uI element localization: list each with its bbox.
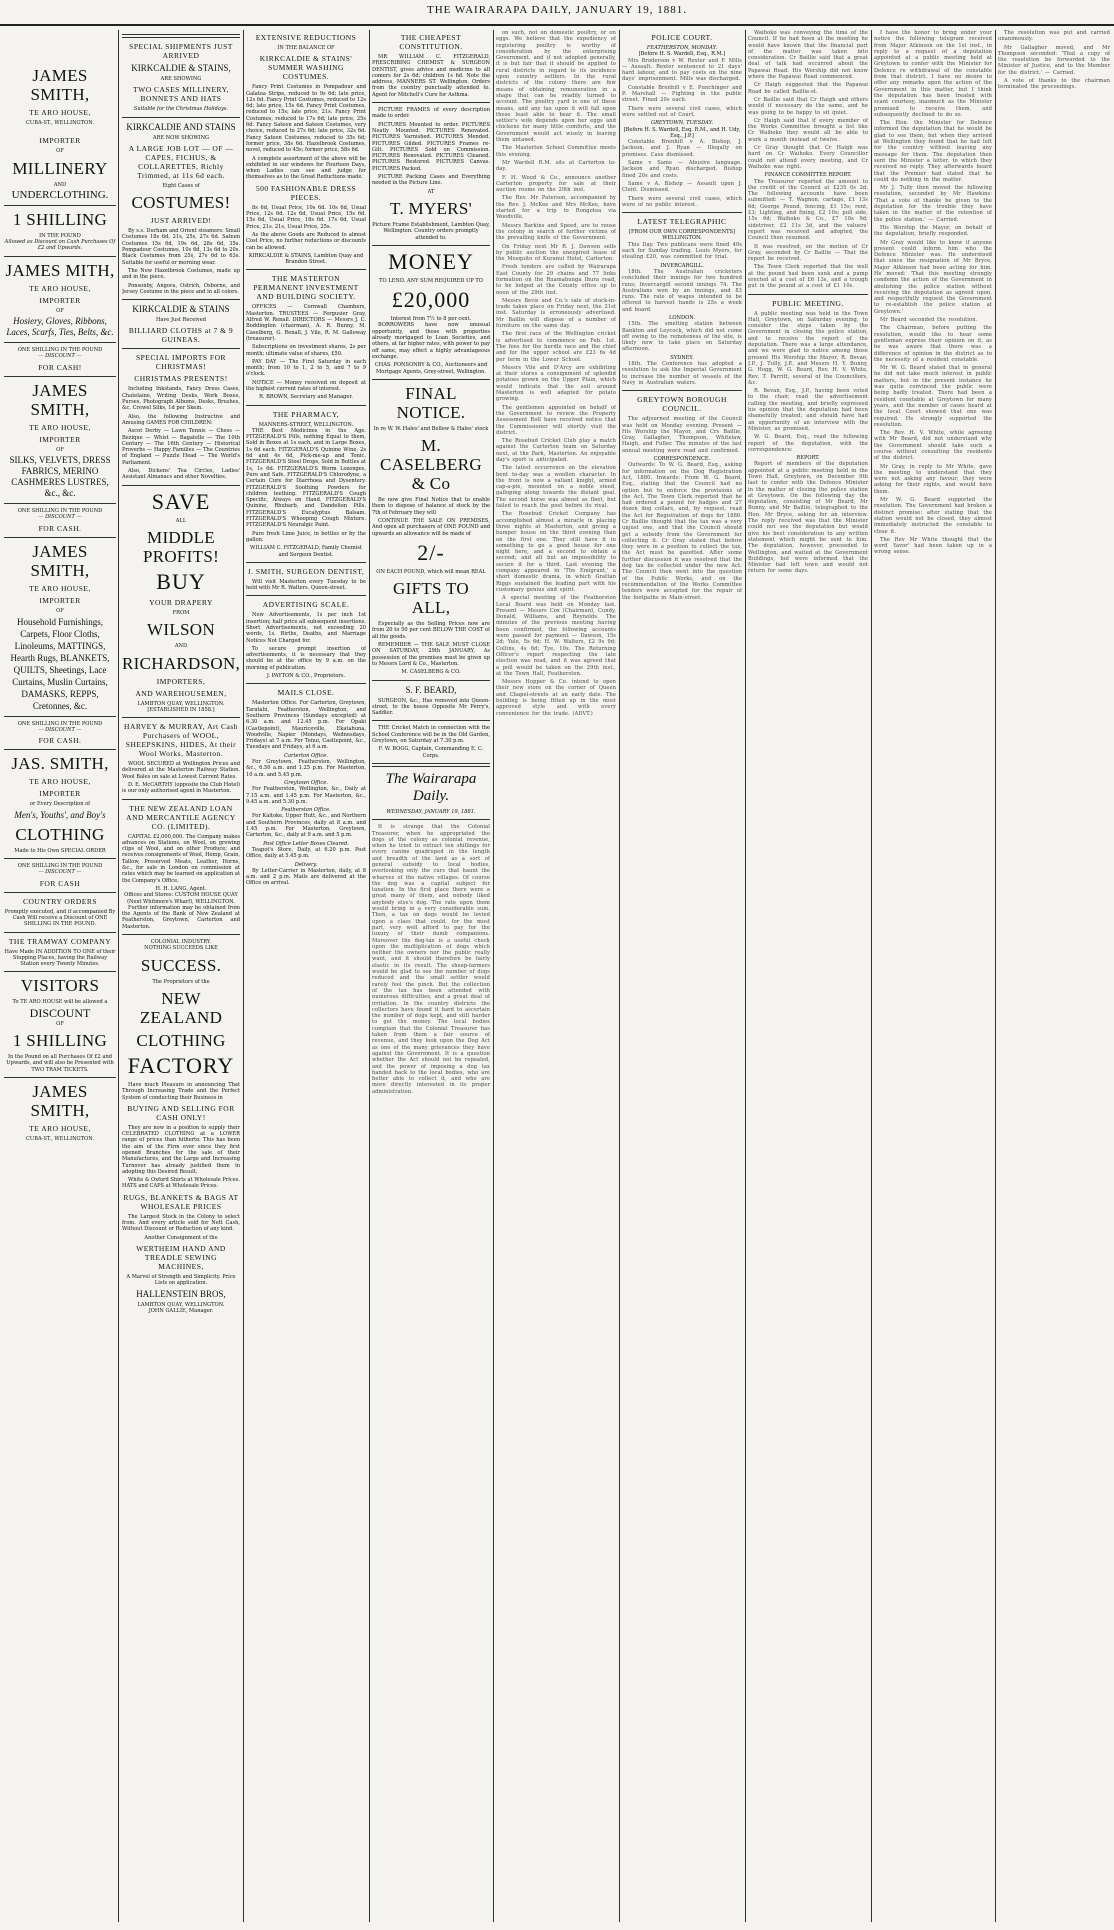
ad-discount-line: ONE SHILLING IN THE POUND: [17, 347, 103, 354]
ad-heading: HARVEY & MURRAY, Art Cash Purchasers of WOOL, SHEEPSKINS, HIDES, At their Wool Works, Masterton.: [124, 722, 238, 759]
news-paragraph: The Town Clerk reported that the well at the pound had been sunk and a pump erected at a cost of £6 13s, and a trough put in the pound at a cost of £1 10s.: [748, 264, 868, 290]
ad-heading: ADVERTISING SCALE.: [262, 600, 350, 610]
editorial-masthead: The Wairarapa Daily.: [385, 770, 477, 804]
editorial-date: WEDNESDAY, JANUARY 19, 1881.: [386, 808, 476, 815]
ad-text: F. W. BOGG, Captain, Commanding E. C. Corps.: [378, 746, 484, 759]
ad-costumes: COSTUMES!: [131, 193, 231, 213]
ad-clothing: CLOTHING: [15, 824, 105, 844]
ad-text: ON EACH POUND, which will mean REAL: [376, 568, 486, 575]
ad-heading: KIRKCALDIE & STAINS,: [131, 63, 231, 73]
news-paragraph: There were several civil cases, which were settled out of Court.: [622, 105, 742, 118]
ad-text: J. PAYTON & CO., Proprietors.: [266, 673, 346, 680]
column-rule: [118, 30, 119, 1922]
news-paragraph: Messrs Barkins and Speed, are to rouse the colony in search of further victims of the prevailing knife of the Government.: [496, 222, 616, 242]
ad-caselberg: M. CASELBERG & Co: [380, 436, 482, 494]
ad-factory: FACTORY: [127, 1052, 235, 1078]
ad-text: Also, the following Instructive and Amusing GAMES FOR CHILDREN:: [122, 413, 240, 426]
ad-text: Especially as the Selling Prices now are from 20 to 50 per cent BELOW THE COST of all the goods.: [372, 621, 490, 640]
news-paragraph: Fresh tenders are called by Wairarapa East County for 29 chains and 77 links formation on the Ruamahunga Ihura road, to be lodged at the County office up to noon of the 29th inst.: [496, 264, 616, 296]
section-heading: PUBLIC MEETING.: [772, 298, 844, 308]
ad-discount: — DISCOUNT —: [38, 514, 82, 521]
ad-text: Offices and Stores: CUSTOM HOUSE QUAY (Next Whitmore's Wharf), WELLINGTON.: [124, 892, 238, 905]
ad-james-smith-name: JAMES SMITH,: [30, 380, 90, 419]
news-paragraph: Mr W. G. Beard stated that in general he did not take much interest in public matters, but in the present instance he was quite convinced the public were being badly treated. There had been a resident constable at Greytown for many years, and the number of cases heard at the local Court showed that one was required. He strongly supported the resolution.: [874, 365, 992, 428]
ad-heading: HALLENSTEIN BROS,: [136, 1288, 226, 1299]
news-paragraph: The Hon. the Minister for Defence informed the deputation that he would be glad to see them, but when they arrived at Wellington they found that he had left for the country without leaving any message for them. The deputation then sent the Minister a letter, to which they received no reply. They afterwards heard that the Premier had stated that he could do nothing in the matter.: [874, 120, 992, 183]
ad-of: OF: [56, 307, 64, 314]
news-paragraph: A special meeting of the Featherston Local Board was held on Monday last. Present — Messrs Cox (Chairman), Cundy, Donald, Williams, and Reynolds. The minutes of the previous meeting having been confirmed, the following accounts were passed for payment — Dawson, 15s 2d; Yule, 5s 6d; H. W. Walters, £2 9s 9d; Collins, 4s 6d; Tye, 10s. The Returning Officer's report respecting the late election was read, and it was agreed that a poll would be taken on the 29th inst., at the Town Hall, Featherston.: [496, 595, 616, 677]
ad-save: SAVE: [151, 488, 211, 514]
section-heading: GREYTOWN BOROUGH COUNCIL.: [637, 395, 727, 414]
ad-goods: Hosiery, Gloves, Ribbons, Laces, Scarfs, Ties, Belts, &c.: [6, 316, 114, 338]
ad-text: CONTINUE THE SALE ON PREMISES, And open all purchasers of ONE POUND and upwards an allowance will be made of: [372, 517, 490, 537]
news-paragraph: Mr Gray, in reply to Mr White, gave the meeting to understand that they were not asking any favour; they were asking for their rights, and would have them.: [874, 463, 992, 495]
ad-2s: 2/-: [417, 539, 445, 565]
ad-text: THE Best Medicines in the Age. FITZGERALD'S Pills, nothing Equal to them, Sold in Boxes at 1s each, and in Large Boxes, 1s 6d each. FITZGERALD'S Quinine Wine, 2s 6d and 4s 6d, Pick-me-up and Tonic. FITZGERALD'S Steel Drops, Sold in Bottles at 1s, 1s 6d. FITZGERALD'S Worm Lozenges, Pure and Safe. FITZGERALD'S Chlorodyne, a Certain Cure for Diarrhoea and Dysentery. FITZGERALD'S Soothing Powders for children teething. FITZGERALD'S Cough Specific, Always on Hand. FITZGERALD'S Quinine, Rhubarb, and Dandelion Pills. FITZGERALD'S Eucalyptus Balsam. FITZGERALD'S Whooping Cough Mixture. FITZGERALD'S Neuralgic Paint.: [246, 427, 366, 529]
section-subheading: FINANCE COMMITTEE REPORT.: [764, 172, 852, 179]
ad-your-drapery: YOUR DRAPERY: [149, 597, 213, 607]
news-paragraph: Same v Same — Abusive language. Jackson and Ryan discharged, Bishop fined 20s and costs.: [622, 160, 742, 179]
editorial-body: It is strange that the Colonial Treasurer, when he appropriated the dogs of the colony as colonial revenue, when he tried to extract ten shillings for every canine quadruped in the length and breadth of the land as a sort of general subsidy to local bodies, overlooking only the curs that haunt the wharves of the native villages. Of course the dog was a capital subject for taxation. In the first place there were a great many of them, and nobody liked anybody else's dog. The rate upon them would bring in a very considerable sum. Then, a tax on dogs would be levied upon a class that could, for the most part, very well afford to pay for the luxury of their dumb companions. Moreover the dog-tax is a useful check upon the multiplication of dogs which neither the owners nor the public really want, and it should therefore be fairly elastic in its result. The sheep-farmers would be glad to see the number of dogs reduced and the small settler would rarely feel the pinch. But the collection of the tax has been attended with numerous difficulties, and a great deal of irritation. In the country districts the collectors have found it hard to ascertain the number of dogs kept, and still harder to get the money. The local bodies complain that the Colonial Treasurer has taken from them a fair source of revenue, and they look upon the Dog Act as one of the many grievances they have against the Government. It is a question whether the Act should not be repealed, and the power of imposing a dog tax handed back to the local bodies, who are better able to collect it, and who are more directly interested in its proper administration.: [372, 824, 490, 1095]
ad-text: Eight Cases of: [162, 182, 200, 189]
ad-millinery: MILLINERY: [12, 158, 108, 178]
news-paragraph: Cr Gray thought that Cr Haigh was hard on Cr Waihoko. Every Councillor could not attend every meeting, and Cr Waihoko was right.: [748, 145, 868, 170]
ad-heading: KIRKCALDIE & STAINS' SUMMER WASHING COSTUMES.: [259, 54, 353, 82]
news-paragraph: Outwards: To W. G. Beard, Esq., asking for information on the Dog Registration Act, 1880. Inwards: From W. G. Beard, Esq., stating that the Council had no option but to enforce the provisions of the Act. The Town Clerk reported that he had ordered a pound for badges and 27 dozen dog collars, and, by request, read the Act for Registration of dogs for 1880. Cr Baillie thought that the tax was a very unjust one, and that the Council should get a subsidy from the Government for collecting it. Cr Gray stated that before they were in a position to collect the tax, the Act must be gazetted. After some further discussion it was resolved that the dog tax be collected under the new Act. The Council then went into the question of the Public Works, and on the recommendation of the Works Committee tenders were accepted for the repair of the footpaths in Main-street.: [622, 462, 742, 601]
ad-text: Pure fresh Lime Juice, in bottles or by the gallon.: [246, 530, 366, 543]
ad-text: Another Consignment of the: [144, 1234, 218, 1241]
ad-text: M. CASELBERG & CO.: [401, 669, 461, 676]
ad-james-smith-name: JAMES SMITH,: [30, 66, 90, 104]
news-paragraph: The Rosebud Cricket Club play a match against the Carterton team on Saturday next, at the Park, Masterton. An enjoyable day's sport is anticipated.: [496, 438, 616, 463]
ad-money: MONEY: [388, 248, 474, 274]
news-paragraph: It was resolved, on the motion of Cr Gray, seconded by Cr Baillie — That the report be received.: [748, 243, 868, 263]
ad-text: Including Inkstands, Fancy Dress Cases, Chatelaine, Writing Desks, Work Boxes, Purses, Photograph Albums, Desks, Brushes, &c. Crewel Silks, 1d per Skein.: [122, 386, 240, 412]
news-paragraph: Mrs Broderson v W. Rexter and F. Mills — Assault. Rexter sentenced to 21 days' hard labour, and to pay costs on the nine days' imprisonment. Mills was discharged.: [622, 57, 742, 83]
column-8-news: [874, 30, 992, 1924]
ad-country-orders-text: Promptly executed, and if accompanied By Cash Will receive a Discount of ONE SHILLING IN THE POUND.: [4, 908, 116, 928]
news-paragraph: Messrs Vile and D'Arcy are exhibiting at their stores a consignment of splendid potatoes grown on the Upper Plain, which would indicate that the soil around Masterton is well adapted for potato growing.: [496, 364, 616, 403]
ad-street: CUBA-ST., WELLINGTON.: [26, 1135, 94, 1142]
column-7-news: [748, 30, 868, 1924]
ad-text: Ponsonby, Angora, Ostrich, Osborne, and Jersey Costume in the piece and in all colors.: [122, 282, 240, 295]
ad-discount-big: DISCOUNT: [29, 1005, 91, 1020]
news-paragraph: Constable Brenhill v E. Punchinger and P. Marshall — Fighting in the public street. Fined 20s each.: [622, 84, 742, 104]
ad-discount-line: ONE SHILLING IN THE POUND: [17, 507, 103, 514]
ad-heading: CHRISTMAS PRESENTS!: [134, 374, 228, 384]
section-heading: LATEST TELEGRAPHIC: [637, 217, 727, 227]
news-paragraph: R. Bevan, Esq., J.P., having been voted to the chair, read the advertisement calling the meeting, and briefly expressed his opinion that the deputation had been shamefully treated; and should have had an opportunity of an interview with the Minister, as promised.: [748, 388, 868, 432]
column-2-advertisements: [122, 30, 240, 1924]
section-subheading: WELLINGTON.: [662, 235, 702, 242]
ad-james-smith-name: JAMES MITH,: [5, 260, 115, 280]
news-paragraph: There were several civil cases, which were of no public interest.: [622, 195, 742, 208]
news-paragraph: I have the honor to bring under your notice the following telegram received from Major Atkinson on the 1st inst., in reply to a request of a deputation appointed at a public meeting held at Greytown to confer with the Minister for Defence re withdrawal of the constable from that district. I have no desire to offer any remarks upon the action of the Government in this matter, but I think the deputation has been treated with scant courtesy, inasmuch as the Minister promised to receive them, and subsequently declined to do so.: [874, 30, 992, 118]
ad-text: Also, Dickens' Tea Circles, Ladies' Assistant Almanacs and other Novelties.: [122, 468, 240, 481]
news-paragraph: The Masterton School Committee meets this evening.: [496, 145, 616, 158]
ad-discount-line: ONE SHILLING IN THE POUND: [17, 863, 103, 870]
ad-middle-profits: MIDDLE PROFITS!: [142, 527, 220, 566]
news-paragraph: Mr Gray would like to know if anyone present could inform him who the Defence Minister was. He understood that since the resignation of Mr Bryce, Major Atkinson had been acting for him. He moved: 'That this meeting strongly condemn the action of the Government in abolishing the police station without receiving the deputation as agreed upon, and respectfully request the Government to re-establish the police station at Greytown.': [874, 239, 992, 315]
ad-text: A Marvel of Strength and Simplicity. Price Lists on application.: [126, 1273, 236, 1287]
section-subheading: CORRESPONDENCE.: [653, 456, 711, 463]
ad-address: TE ARO HOUSE,: [29, 108, 91, 117]
ad-text: Teapot's Store, Daily, at 6.20 p.m. Post Office, daily at 5.45 p.m.: [246, 846, 366, 860]
section-heading: POLICE COURT.: [651, 33, 713, 42]
news-paragraph: Cr Haigh suggested that the Papawai Road be called Baillie-st.: [748, 82, 868, 95]
news-paragraph: Mr Beard seconded the resolution.: [880, 317, 978, 324]
ad-text: Be now give Final Notice that to enable them to dispose of balance of stock by the 7th of February they will: [372, 497, 490, 516]
ad-made: Made to His Own SPECIAL ORDER: [14, 847, 106, 854]
news-paragraph: [Before H. S. Wardell, Esq., R.M.]: [638, 51, 726, 58]
news-paragraph: The latest occurrence on the elevation bent to-day was a woollen character. In the front is now a valiant knight, armed cap-a-pie, mounted on a noble steed, galloping along towards the distant goal. The second horse was almost as fleet, but failed to reach the post before its rival.: [496, 465, 616, 510]
column-1-advertisements: [4, 30, 116, 1924]
ad-heading: SPECIAL SHIPMENTS JUST ARRIVED: [129, 42, 233, 60]
ad-text: WILLIAM C. FITZGERALD, Family Chemist and Surgeon Dentist.: [250, 545, 362, 558]
ad-heading: THE MASTERTON PERMANENT INVESTMENT AND BUILDING SOCIETY.: [253, 274, 359, 302]
ad-text: REMEMBER — THE SALE MUST CLOSE ON SATURDAY, 29th JANUARY, As possession of the premises must be given up to Messrs Lord & Co., Masterton.: [372, 642, 490, 667]
masthead-title: THE WAIRARAPA DAILY, JANUARY 19, 1881.: [427, 4, 687, 16]
ad-importer: IMPORTER: [39, 136, 81, 146]
ad-text: By Letter-Carrier in Masterton, daily, at 8 a.m. and 2 p.m. Mails are delivered at the Office on arrival.: [246, 867, 366, 887]
news-paragraph: His Worship the Mayor, on behalf of the deputation, briefly responded.: [874, 224, 992, 238]
news-paragraph: The Rosebud Cricket Company has accomplished almost a miracle in placing three nights at Masterton, and giving a bumper house on the third evening than on the first one. They still have it in something to go a good house for one night here, and a second to obtain a second; and all but an impossibility to secure it for a third. Last evening the company appeared in 'The Emigrant,' a short domestic drama, in which Grattan Riggs sustained the leading part with his customary genius and spirit.: [496, 511, 616, 593]
ad-address: TE ARO HOUSE,: [29, 777, 91, 787]
ad-heading: J. SMITH, SURGEON DENTIST,: [247, 566, 365, 576]
news-paragraph: Mr Wardell R.M. sits at Carterton to-day.: [496, 159, 616, 173]
news-paragraph: Mr W. G. Beard supported the resolution. The Government had broken a distinct promise: after stating that the station would not be closed, they almost immediately instructed the constable to close it.: [874, 497, 992, 535]
column-rule: [369, 30, 370, 1922]
ad-country-orders: COUNTRY ORDERS: [22, 896, 98, 906]
ad-buy: BUY: [156, 568, 206, 594]
ad-text: Fancy Print Costumes in Pompadour and Galatea Stripe, reduced to 9s 6d; late price, 12s 6d. Fancy Print Costumes, reduced to 12s 6d; late price, 15s 6d. Fancy Print Costumes, reduced to 15s; late price, 21s. Fancy Print Costumes, reduced to 17s 6d; late price, 25s 6d. Fancy Sateen and Sateen Costumes, very choice, reduced to 27s 6d; late price, 32s 6d. Fancy Sateen Costumes, reduced to 35s 6d; former price, 38s 6d. Hazelbrook Costumes, novel, reduced to 45s; former price, 58s 6d.: [246, 84, 366, 154]
ad-importer: IMPORTER: [39, 295, 81, 305]
ad-text: PICTURE Packing Cases and Everything needed in the Picture Line.: [372, 174, 490, 187]
ad-text: CAPITAL £2,000,000. The Company makes advances on Stations, on Wool, on growing clips of Wool, and on other Produce; and receives consignments of Wool, Hemp, Grain, Tallow, Preserved Meats, Leather, Horns, &c., for sale in London on commission at rates which may be learned on application at the Company's Office.: [122, 833, 240, 884]
ad-text: The Largest Stock in the Colony to select from. And every article sold for Nett Cash, Without Discount or Reduction of any kind.: [122, 1213, 240, 1233]
ad-text: NOTICE — Money received on deposit at the highest current rates of interest.: [246, 379, 366, 392]
ad-discount: — DISCOUNT —: [38, 869, 82, 876]
ad-text: They are now in a position to supply their CELEBRATED CLOTHING at a LOWER range of prices than hitherto. This has been the aim of the Firm ever since they first opened Branches for the sale of their Manufactures, and the Large and Increasing Turnover has already justified them in adopting this Desired Result.: [122, 1124, 240, 1175]
news-paragraph: Constable Brenhill v A. Bishop, J. Jackson, and J. Ryan — Illegally on premises. Case dismissed.: [622, 139, 742, 158]
ad-wilson: WILSON: [147, 620, 215, 640]
news-paragraph: Messrs Hopper & Co. intend to open their new store on the corner of Queen and Chapel-streets at an early date. The building is being fitted up in the most approved style and with every convenience for the trade. (ADVT.): [496, 679, 616, 717]
ad-importer: IMPORTER: [39, 434, 81, 444]
ad-subheading: ARE NOW SHOWING: [152, 134, 210, 141]
news-paragraph: This Day. Two publicans were fined 40s each for Sunday trading. Louis Myers, for stealing £20, was committed for trial.: [622, 241, 742, 261]
ad-heading: WERTHEIM HAND AND TREADLE SEWING MACHINES,: [136, 1243, 226, 1271]
ad-heading: RUGS, BLANKETS & BAGS AT WHOLESALE PRICES: [123, 1192, 239, 1211]
news-paragraph: The gentlemen appointed on behalf of the Government to review the Property Assessment Roll have received notice that the Commissioner will shortly visit the district.: [496, 404, 616, 436]
ad-subheading: Have Just Received: [155, 317, 207, 324]
news-paragraph: Report of members of the deputation appointed at a public meeting held in the Town Hall, Greytown, on December 9th last to confer with the Defence Minister in the matter of closing the police station at Greytown. On the following day the deputation, consisting of Mr Beard, Mr Bunny, and Mr Baillie, telegraphed to the Hon. Mr Bryce, asking for an interview. The reply received was that the Minister could not see the deputation but would give his best consideration to any written statement which might be sent to him. The deputation, however, proceeded to Wellington, and waited at the Government Buildings, but were informed that the Minister had left town and would not return for some days.: [748, 461, 868, 575]
ad-warehousemen: AND WAREHOUSEMEN,: [135, 688, 227, 698]
news-paragraph: Same v A. Bishop — Assault upon J. Clent. Dismissed.: [622, 180, 742, 194]
ad-text: As the above Goods are Reduced to almost Cost Price, no further reductions or discounts can be allowed.: [246, 231, 366, 251]
news-paragraph: Cr Baillie said that Cr Haigh and others would if necessary do the same, and he was going to be happy to sit quiet.: [748, 96, 868, 116]
ad-text: Subscriptions on investment shares, 2s per month; ultimate value of shares, £50.: [246, 344, 366, 357]
ad-text: Suitable for the Christmas Holidays.: [133, 106, 229, 113]
ad-text: Will visit Masterton every Tuesday to be held with Mr R. Walters. Queen-street.: [246, 578, 366, 592]
ad-text: CHAS. PONSONBY & CO., Auctioneers and Mortgage Agents, Grey-street, Wellington.: [374, 362, 488, 375]
news-paragraph: The resolution was put and carried unanimously.: [998, 30, 1110, 43]
ad-subheading: Post Office Letter Boxes Cleared.: [263, 840, 349, 847]
news-paragraph: Mr J. Tully then moved the following resolution, seconded by Mr Hawkins: 'That a vote of thanks be given to the deputation for the trouble they have taken in the matter of the retention of the police station.' — Carried.: [874, 185, 992, 223]
ad-tramway-text: Have Made IN ADDITION TO ONE of their Stopping Places, having the Railway Station every Twenty Minutes.: [4, 948, 116, 968]
ad-text: JOHN GALLIE, Manager.: [148, 1307, 214, 1314]
ad-one-shilling: 1 SHILLING: [12, 1031, 108, 1051]
ad-gifts-to-all: GIFTS TO ALL,: [393, 579, 469, 618]
ad-text: PAY DAY — The First Saturday in each month; from 10 to 1, 2 to 5, and 7 to 9 o'clock.: [246, 358, 366, 378]
ad-subheading: IN THE BALANCE OF: [277, 45, 335, 51]
ad-heading: COLONIAL INDUSTRY.: [150, 939, 212, 946]
ad-text: Picture Frame Establishment, Lambton Quay, Wellington. Country orders promptly attended to.: [372, 221, 490, 241]
section-subheading: REPORT.: [796, 455, 820, 462]
ad-jas-smith-name: JAS. SMITH,: [11, 754, 109, 774]
news-paragraph: On Friday next Mr R. J. Dawson sells by public auction the unexpired lease of the Mosquito of Kuranui Hotel, Carterton.: [496, 243, 616, 263]
column-rule: [243, 30, 244, 1922]
ad-text: Have much Pleasure in announcing That Through Increasing Trade and the Perfect System of conducting their Business in: [122, 1081, 240, 1101]
ad-all: ALL: [175, 517, 187, 524]
news-paragraph: Waihoko was conveying the time of the Council. If he had been at the meeting he would have known that the financial part of the matter was taken into consideration. Cr Baillie said that a great deal of talk had occurred about the Papawai Road. His Worship did not know where the Papawai Road commenced.: [748, 30, 868, 81]
ad-importers: IMPORTERS,: [156, 676, 206, 686]
ad-james-smith-name: JAMES SMITH,: [30, 1081, 90, 1120]
ad-text: TWO CASES MILLINERY, BONNETS AND HATS: [133, 85, 229, 104]
ad-in-pound: IN THE POUND: [39, 232, 81, 239]
ad-text: New Advertisements, 1s per inch 1st insertion; half price all subsequent insertions. Short Advertisements, not exceeding 20 words, 1s. Births, Deaths, and Marriage Notices Not Charged for.: [246, 612, 366, 644]
news-paragraph: A vote of thanks to the chairman terminated the proceedings.: [998, 78, 1110, 91]
news-paragraph: Cr Haigh said that if every member of the Works Committee brought a list like Cr Waihoko they would all be able to work a month instead of twelve.: [748, 117, 868, 143]
ad-text: LAMBTON QUAY, WELLINGTON.: [137, 1301, 225, 1308]
ad-heading: NOTHING SUCCEEDS LIKE: [144, 945, 218, 952]
ad-discount: — DISCOUNT —: [38, 727, 82, 734]
ad-subheading: Greytown Office.: [284, 779, 328, 786]
ad-address: TE ARO HOUSE,: [29, 1123, 91, 1133]
ad-established: [ESTABLISHED IN 1858.]: [147, 706, 215, 713]
section-subheading: INVERCARGILL.: [660, 262, 704, 269]
ad-text: To secure prompt insertion of advertisements, it is necessary that they should be at the office by 9 a.m. on the morning of publication.: [246, 645, 366, 671]
ad-underclothing: UNDERCLOTHING.: [11, 188, 109, 201]
ad-text: In re W. W. Hales' and Bellew & Hales' stock: [373, 425, 489, 432]
news-paragraph: The Rev. H. V. White, while agreeing with Mr Beard, did not understand why the Government should take such a course without consulting the residents of the district.: [874, 430, 992, 462]
ad-heading: THE PHARMACY,: [272, 409, 340, 419]
ad-text: R. BROWN, Secretary and Manager.: [259, 394, 353, 401]
ad-of: OF: [56, 1020, 64, 1027]
ad-and: AND: [53, 181, 67, 188]
ad-new-zealand: NEW ZEALAND: [139, 988, 223, 1027]
ad-text: MR WILLIAM C. FITZGERALD, PRESCRIBING CHEMIST & SURGEON DENTIST, gives advice and medicine to all comers for 2s 6d; children 1s 6d. Note the address, MANNERS ST. Wellington. Orders from the country punctually attended to. Agent for Mitchell's Cure for Asthma.: [372, 54, 490, 98]
news-paragraph: The first race of the Wellington cricket is advertised to commence on Feb. 1st. The fees for the hurdle race and the chief and for the upper school are £23 6s 4d per term in the Lower School.: [496, 331, 616, 363]
ad-heading: THE CHEAPEST CONSTITUTION.: [399, 33, 463, 51]
ad-address: TE ARO HOUSE,: [29, 583, 91, 593]
ad-text: For Kaitoke, Upper Hutt, &c., and Northern and Southern Provinces, daily at 8 a.m. and 1.45 p.m. For Masterton, Greytown, Carterton, &c., daily at 9 a.m. and 5 p.m.: [246, 813, 366, 839]
news-paragraph: Mr Gallagher moved, and Mr Thompson seconded: 'That a copy of the resolution be forwarded to the Minister of Justice, and to the Member for the district.' — Carried.: [998, 44, 1110, 76]
column-4: [372, 30, 490, 1924]
news-paragraph: [Before H. S. Wardell, Esq. R.M., and H. Udy, Esq., J.P.]: [623, 126, 741, 139]
ad-text: OFFICES — Cornwall Chambers, Masterton. TRUSTEES — Fergusier Gray, Alfred W. Renall. DIRECTORS — Messrs J. C. Boddington (chairman), A. R. Bunny, M. Caselberg, G. Renall, J. Vile, R. M. Galloway (treasurer).: [246, 304, 366, 342]
ad-heading: THE NEW ZEALAND LOAN AND MERCANTILE AGENCY CO. (LIMITED).: [126, 803, 236, 831]
ad-text: 8s 6d, Usual Price, 10s 6d. 10s 6d, Usual Price, 12s 6d. 12s 6d, Usual Price, 15s 6d. 15s 6d, Usual Price, 18s 6d. 17s 6d, Usual Price, 21s. 21s, Usual Price, 25s.: [246, 204, 366, 230]
section-subheading: FEATHERSTON, MONDAY.: [646, 45, 718, 51]
ad-text: D. E. McCARTHY (opposite the Club Hotel) is our only authorised agent in Masterton.: [122, 781, 240, 795]
ad-of: OF: [56, 446, 64, 453]
ad-text: PICTURE FRAMES of every description made to order.: [372, 107, 490, 120]
ad-heading: SPECIAL IMPORTS FOR CHRISTMAS!: [135, 353, 227, 372]
ad-text: A LARGE JOB LOT — OF — CAPES, FICHUS, & COLLARETTES, Richly Trimmed, at 11s 6d each.: [128, 143, 234, 180]
news-paragraph: W. G. Beard, Esq., read the following report of the deputation, with the correspondence:: [748, 434, 868, 453]
ad-text: For Greytown, Featherston, Wellington, &c., 6.50 a.m. and 1.25 p.m. For Masterton, 10 a.m. and 5.45 p.m.: [246, 759, 366, 778]
masthead: [0, 0, 1114, 26]
ad-goods: Men's, Youths', and Boy's: [14, 809, 106, 820]
column-rule: [871, 30, 872, 1922]
section-subheading: [FROM OUR OWN CORRESPONDENTS]: [629, 229, 735, 236]
ad-importer: IMPORTER: [39, 789, 81, 799]
ad-of: OF: [56, 607, 64, 614]
ad-for-cash: FOR CASH: [39, 878, 81, 888]
ad-text: White & Oxford Shirts at Wholesale Prices. HATS and CAPS at Wholesale Prices.: [122, 1177, 240, 1190]
ad-success: SUCCESS.: [140, 955, 222, 975]
ad-just-arrived: JUST ARRIVED!: [150, 216, 212, 226]
news-paragraph: F. H. Wood & Co., announce another Carterton property for sale at their auction rooms on the 29th inst.: [496, 174, 616, 194]
news-paragraph: The Rev. Mr Paterson, accompanied by the Rev. J. McKee and Mrs McKee, have started for a trip to Rongotea via Woodville.: [496, 195, 616, 221]
ad-subheading: Featherston Office.: [281, 807, 331, 814]
ad-heading: MAILS CLOSE.: [277, 688, 335, 698]
ad-beard: S. F. BEARD,: [405, 684, 457, 695]
ad-and: AND: [174, 643, 188, 650]
ad-text: TO LEND. ANY SUM REQUIRED UP TO: [379, 277, 483, 284]
ad-final-notice: FINAL NOTICE.: [396, 383, 466, 422]
ad-one-shilling: 1 SHILLING: [12, 209, 108, 229]
ad-address: TE ARO HOUSE,: [29, 283, 91, 293]
ad-text: The New Hazelbrook Costumes, made up and in the piece.: [122, 267, 240, 281]
ad-for-cash: FOR CASH!: [38, 362, 82, 372]
news-paragraph: A public meeting was held in the Town Hall, Greytown, on Saturday evening, to consider the steps taken by the Government in closing the police station, and to receive the report of the deputation. There was a large attendance, and we were glad to notice among those present His Worship the Mayor, R. Bevan, J.P., J. Tully, J.P., and Messrs H. Y. Bunny, G. Hogg, W. G. Beard, Rev. H. V. White, Rev. T. Parritt, several of the Councillors, &c.: [748, 310, 868, 386]
section-subheading: SYDNEY.: [670, 354, 694, 361]
news-paragraph: 15th. The smelting station between Bankton and Leycock, which did not come off owing to the remoteness of the site, is likely now to take place on Saturday afternoon.: [622, 321, 742, 353]
ad-for-cash: FOR CASH.: [38, 736, 82, 746]
news-paragraph: The Treasurer reported the amount to the credit of the Council at £235 0s 2d. The following accounts have been submitted: — T. Wagnon, cartage, £1 13s 6d; George Pound, fencing, £1 15s; rent, £3; Lighting, and fixing, £2 10s; pull side, 15s 6d; Waihoko & Co., £7 10s 9d; sidetriver, £2 11s 3d, and the valuers' report was received and adopted, the Council then resumed.: [748, 178, 868, 242]
ad-address: LAMBTON QUAY, WELLINGTON.: [137, 700, 225, 707]
ad-visitors-text: To TE ARO HOUSE will be allowed a: [12, 999, 108, 1006]
ad-text: BORROWERS have now unusual opportunity, and those with properties already mortgaged to Loan Societies, and others, at far higher rates, with power to pay off same, may effect a highly advantageous exchange.: [372, 322, 490, 360]
column-3-advertisements: [246, 30, 366, 1924]
ad-of: or Every Description of: [29, 801, 91, 808]
ad-text: PICTURES Mounted to order. PICTURES Neatly Mounted. PICTURES Renovated. PICTURES Varnished. PICTURES Mended. PICTURES Gilded. PICTURES Frames re-Gilt. PICTURES Sold on Commission. PICTURES Renovated. PICTURES Cleaned. PICTURES Restored. PICTURES Canvas. PICTURES Packed.: [372, 121, 490, 172]
column-6-news: [622, 30, 742, 1924]
ad-text: A complete assortment of the above will be exhibited in our windows for Fourteen Days, when Ladies can see and judge for themselves as to the Great Reductions made.: [246, 155, 366, 181]
ad-heading: EXTENSIVE REDUCTIONS: [255, 33, 357, 42]
column-5-news: [496, 30, 616, 1924]
ad-text: The Proprietors of the: [152, 978, 210, 985]
ad-visitors-more: In the Pound on all Purchases Of £2 and Upwards, and will also be Presented with TWO TRAM TICKETS.: [6, 1054, 114, 1073]
ad-clothing: CLOTHING: [136, 1030, 226, 1050]
ad-james-smith-name: JAMES SMITH,: [30, 541, 90, 580]
ad-from: FROM: [172, 609, 190, 616]
ad-text: By s.s. Durham and Orient steamers: Small Costumes 18s 6d, 21s, 25s, 27s 6d. Sateen Costumes 15s 6d, 19s 6d, 28s 6d, 35s. Pompadour Costumes, 10s 6d, 13s 6d to 20s. Black Costumes from 25s, 27s 6d to 63s. Suitable for useful or morning wear.: [122, 228, 240, 266]
ad-for-cash: FOR CASH.: [38, 523, 82, 533]
ad-heading: 500 FASHIONABLE DRESS PIECES.: [255, 183, 357, 202]
ad-heading: KIRKCALDIE AND STAINS: [126, 121, 236, 132]
ad-address: TE ARO HOUSE,: [29, 422, 91, 432]
ad-discount-line: ONE SHILLING IN THE POUND: [17, 720, 103, 727]
column-9-news: [998, 30, 1110, 1924]
ad-text: For Featherston, Wellington, &c., Daily at 7.15 a.m. and 1.45 p.m. For Masterton, &c., 9.45 a.m. and 5.30 p.m.: [246, 786, 366, 805]
ad-text: Ascot Derby — Lawn Tennis — Chess — Bezique — Whist — Bagatelle — The 10th Century — The 16th Century — Historical Proverbs — Happy Families — The Countries of England — Puzzle Head — The World's Parliament.: [122, 428, 240, 466]
news-paragraph: Messrs Bevis and Co.'s sale of stock-in-trade takes place on Friday next, the 21st inst. Saturday is erroneously advertised. Mr Baillie will dispose of a number of furniture on the same day.: [496, 297, 616, 330]
ad-text: WOOL SECURED at Wellington Prices and delivered at the Masterton Railway Station. Wool Bales on sale at Lowest Current Rates.: [122, 761, 240, 780]
news-paragraph: The adjourned meeting of the Council was held on Monday evening. Present — His Worship the Mayor, and Crs Baillie, Gray, Gallagher, Thompson, Whitelaw, Haigh, and Fuller. The minutes of the last annual meeting were read and confirmed.: [622, 416, 742, 454]
ad-visitors: VISITORS: [20, 976, 100, 996]
ad-tramway: THE TRAMWAY COMPANY: [8, 936, 112, 946]
ad-heading: KIRKCALDIE & STAINS: [132, 304, 230, 315]
ad-buying-selling: BUYING AND SELLING FOR CASH ONLY!: [127, 1103, 235, 1122]
ad-subheading: Carterton Office.: [284, 752, 328, 759]
ad-of: OF: [56, 148, 64, 155]
ad-20000: £20,000: [391, 287, 471, 313]
ad-text: KIRKCALDIE & STAINS, Lambton Quay and Brandon Street.: [248, 252, 364, 266]
ad-allowed-text: Allowed as Discount on Cash Purchases Of £2 and Upwards.: [4, 239, 116, 252]
ad-text: BILLIARD CLOTHS at 7 & 9 GUINEAS.: [128, 326, 234, 345]
ad-goods: Household Furnishings, Carpets, Floor Cloths, Linoleums, MATTINGS, Hearth Rugs, BLANKETS, QUILTS, Sheetings, Lace Curtains, Muslin Curtains, DAMASKS, REPPS, Cretonnes, &c.: [10, 616, 110, 711]
section-subheading: GREYTOWN, TUESDAY.: [651, 120, 713, 127]
ad-myers: T. MYERS': [390, 198, 472, 218]
ad-text: Further information may be obtained from the Agents of the Bank of New Zealand at Featherston, Greytown, Carterton and Masterton.: [122, 904, 240, 930]
column-rule: [619, 30, 620, 1922]
column-rule: [995, 30, 996, 1922]
ad-subheading: Delivery.: [294, 861, 318, 868]
news-paragraph: The Chairman, before putting the resolution, would like to hear some gentleman express their opinion on it, as he was aware that there was a difference of opinion in the district as to the necessity of a resident constable.: [874, 325, 992, 363]
ad-goods: SILKS, VELVETS, DRESS FABRICS, MERINO CASHMERES LUSTRES, &c., &c.: [9, 454, 111, 498]
news-paragraph: 18th. The Australian cricketers concluded their innings for two hundred runs; Invercargill second innings 74. The Australians won by an innings, and 83 runs. The rate of wages intended to be offered to harvest hands is 25s a week and board.: [622, 268, 742, 313]
ad-discount: — DISCOUNT —: [38, 353, 82, 360]
ad-text: SURGEON, &c., Has removed into Queen-street, to the house Opposite Mr Perry's, Saddler.: [372, 697, 490, 717]
ad-text: H. H. LANG, Agent.: [155, 885, 207, 892]
ad-subheading: MANNERS-STREET, WELLINGTON.: [258, 421, 354, 428]
ad-text: THE Cricket Match in connection with the School Conference will be in the Old Garden, Greytown, on Saturday at 7.30 p.m.: [372, 725, 490, 745]
column-rule: [745, 30, 746, 1922]
news-paragraph: 18th. The Conference has adopted a resolution to ask the Imperial Government to increase the number of vessels of the Navy in Australian waters.: [622, 361, 742, 386]
section-subheading: LONDON.: [668, 314, 696, 321]
ad-text: Masterton Office. For Carterton, Greytown, Taratahi, Featherston, Wellington, and Southern Provinces (Sundays excepted) at 6.30 a.m. and 12.45 p.m. For Opaki (Castlepoint), Mauriceville, Ekatahuna, Woodville, Napier (Mondays, Wednesdays, Fridays) at 7 a.m. For Tenui, Castlepoint, &c., Tuesdays and Fridays, at 6 a.m.: [246, 700, 366, 751]
ad-subheading: ARE SHOWING: [160, 76, 202, 82]
ad-text: Interest from 7½ to 8 per cent.: [390, 316, 472, 323]
ad-street: CUBA-ST., WELLINGTON.: [26, 120, 94, 126]
ad-richardson: RICHARDSON,: [122, 653, 240, 673]
news-paragraph: The Rev Mr White thought that the word 'favor' had been taken up in a wrong sense.: [874, 536, 992, 556]
column-rule: [493, 30, 494, 1922]
news-paragraph: on such, not on domestic poultry, or on eggs. We believe that the expediency of registering poultry is worthy of consideration by the enterprising Government, and if not adopted generally, it is but fair that it should be applied to rural districts in regard to its incidence upon country settlers. In the rural districts of the colony there are few means of obtaining remuneration in a shape that can be readily turned to account. The poultry yard is one of these means, and any tax upon it will fall upon those least able to bear it. The small settler's wife depends upon her eggs and chickens for many little comforts, and the Government would act wisely in leaving them untaxed.: [496, 30, 616, 144]
ad-importer: IMPORTER: [39, 595, 81, 605]
ad-text: AT: [427, 188, 435, 195]
